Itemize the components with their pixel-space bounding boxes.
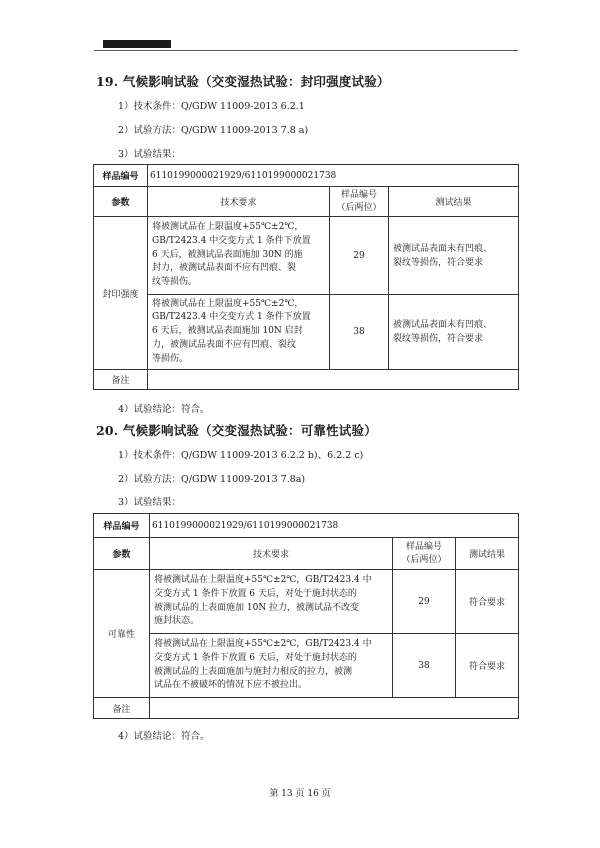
table-header-row	[94, 187, 519, 217]
requirement-header: 技术要求	[148, 187, 330, 217]
sample-number-label: 样品编号	[94, 514, 150, 538]
remark-label: 备注	[94, 370, 148, 390]
section-20-title: 20. 气候影响试验（交变湿热试验：可靠性试验）	[96, 423, 377, 438]
section-19-title: 19. 气候影响试验（交变湿热试验：封印强度试验）	[96, 74, 390, 89]
header-redaction-bar	[103, 40, 171, 48]
requirement-cell: 将被测试品在上限温度+55℃±2℃，GB/T2423.4 中 交变方式 1 条件下放置 6 天后，对处于施封状态的 被测试品的上表面施加 10N 拉力，被测试品不改变 施封状态。	[150, 570, 393, 634]
param-header: 参数	[94, 187, 148, 217]
requirement-cell: 将被测试品在上限温度+55℃±2℃， GB/T2423.4 中交变方式 1 条件下放置 6 天后，被测试品表面施加 30N 的施 封力，被测试品表面不应有凹痕、裂 纹等损伤。	[148, 217, 330, 295]
section-20-results-label: 3）试验结果：	[118, 497, 182, 508]
requirement-cell: 将被测试品在上限温度+55℃±2℃， GB/T2423.4 中交变方式 1 条件下放置 6 天后，被测试品表面施加 10N 启封 力，被测试品表面不应有凹痕、裂纹 等损伤。	[148, 295, 330, 370]
sample-header	[330, 187, 389, 217]
section-20-tech-condition: 1）技术条件：Q/GDW 11009-2013 6.2.2 b)、6.2.2 c)	[118, 450, 364, 461]
table-row	[94, 570, 519, 634]
sample-cell: 29	[393, 570, 456, 634]
table-header-row	[94, 538, 519, 570]
page-number: 第 13 页 16 页	[269, 789, 331, 799]
result-header: 测试结果	[456, 538, 519, 570]
sample-number-value: 6110199000021929/6110199000021738	[150, 514, 519, 538]
sample-header-line1: 样品编号	[405, 541, 442, 552]
sample-header-line2: （后两位）	[336, 202, 382, 213]
sample-header	[393, 538, 456, 570]
table-row	[94, 217, 519, 295]
section-19-results-table	[93, 164, 519, 390]
sample-number-value: 6110199000021929/6110199000021738	[148, 165, 519, 187]
remark-value	[148, 370, 519, 390]
section-19-tech-condition: 1）技术条件：Q/GDW 11009-2013 6.2.1	[118, 101, 305, 112]
sample-cell: 38	[330, 295, 389, 370]
sample-number-row	[94, 165, 519, 187]
remark-row	[94, 698, 519, 719]
table-row	[94, 634, 519, 698]
section-20-conclusion: 4）试验结论：符合。	[118, 731, 210, 742]
param-cell: 可靠性	[94, 570, 150, 698]
param-header: 参数	[94, 538, 150, 570]
sample-header-line2: （后两位）	[401, 554, 447, 565]
sample-cell: 29	[330, 217, 389, 295]
section-19-method: 2）试验方法：Q/GDW 11009-2013 7.8 a)	[118, 125, 309, 136]
table-row	[94, 295, 519, 370]
sample-number-row	[94, 514, 519, 538]
section-19-results-label: 3）试验结果：	[118, 149, 182, 160]
remark-value	[150, 698, 519, 719]
result-cell: 符合要求	[456, 570, 519, 634]
header-rule	[94, 50, 518, 51]
result-cell: 被测试品表面未有凹痕、 裂纹等损伤，符合要求	[389, 217, 519, 295]
requirement-header: 技术要求	[150, 538, 393, 570]
section-20-results-table	[93, 513, 519, 719]
section-19-conclusion: 4）试验结论：符合。	[118, 404, 210, 415]
remark-row	[94, 370, 519, 390]
param-cell: 封印强度	[94, 217, 148, 370]
requirement-cell: 将被测试品在上限温度+55℃±2℃，GB/T2423.4 中 交变方式 1 条件下放置 6 天后，对处于施封状态的 被测试品的上表面施加与施封力相反的拉力，被测 试品在不被破坏的情况下应不被拉出。	[150, 634, 393, 698]
result-cell: 被测试品表面未有凹痕、 裂纹等损伤，符合要求	[389, 295, 519, 370]
sample-header-line1: 样品编号	[340, 189, 377, 200]
remark-label: 备注	[94, 698, 150, 719]
section-20-method: 2）试验方法：Q/GDW 11009-2013 7.8a)	[118, 474, 306, 485]
result-header: 测试结果	[389, 187, 519, 217]
sample-cell: 38	[393, 634, 456, 698]
result-cell: 符合要求	[456, 634, 519, 698]
sample-number-label: 样品编号	[94, 165, 148, 187]
